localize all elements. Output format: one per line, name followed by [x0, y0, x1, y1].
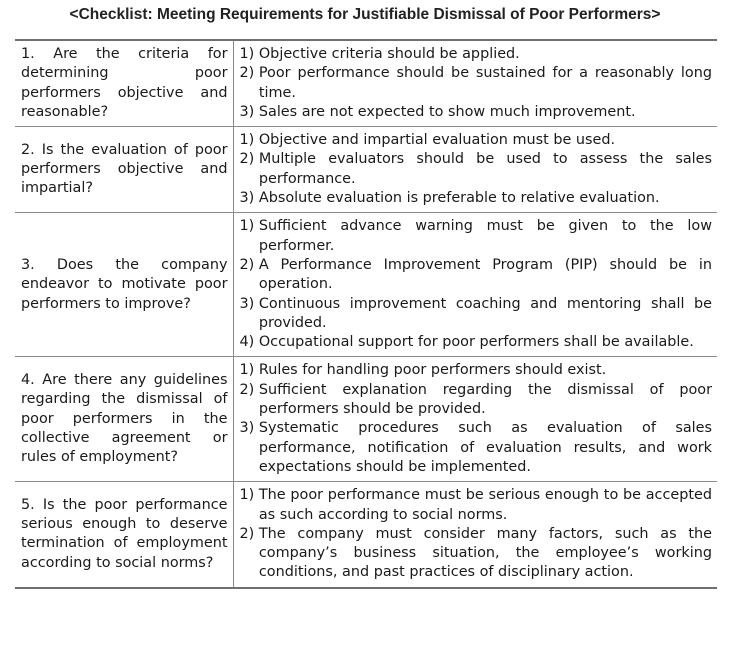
item-text: Continuous improvement coaching and mentoring shall be provided.: [258, 295, 712, 331]
question-text: 4. Are there any guidelines regarding the dismissal of poor performers in the collective agreement or rules of employment?: [21, 372, 228, 466]
item-text: Absolute evaluation is preferable to relative evaluation.: [258, 190, 660, 207]
item-number: 2): [239, 256, 259, 273]
item-text: Sufficient explanation regarding the dismissal of poor performers should be provided.: [258, 381, 712, 418]
item-text: Sufficient advance warning must be given to the low performer.: [258, 218, 712, 254]
list-item: [240, 419, 713, 477]
question-cell: [15, 40, 233, 127]
requirements-cell: [233, 127, 717, 213]
checklist-title: <Checklist: Meeting Requirements for Justifiable Dismissal of Poor Performers>: [69, 6, 661, 23]
item-text: The poor performance must be serious enough to be accepted as such according to social norms.: [258, 487, 712, 523]
item-text: Sales are not expected to show much improvement.: [258, 103, 636, 120]
requirements-cell: [233, 213, 717, 357]
list-item: [240, 150, 713, 189]
item-number: 1): [239, 46, 259, 62]
item-text: Poor performance should be sustained for a reasonably long time.: [258, 65, 712, 101]
list-item: [240, 381, 713, 420]
table-row: [15, 482, 717, 588]
item-number: 3): [239, 420, 259, 437]
item-text: A Performance Improvement Program (PIP) should be in operation.: [258, 256, 712, 293]
item-number: 2): [239, 381, 259, 398]
item-number: 3): [239, 295, 259, 312]
table-row: [15, 40, 717, 127]
question-cell: [15, 213, 233, 357]
item-text: The company must consider many factors, such as the company’s business situation, the employee’s working conditions, and past practices of disciplinary action.: [258, 525, 712, 581]
list-item: [240, 256, 713, 295]
question-cell: [15, 127, 233, 213]
table-row: [15, 357, 717, 482]
item-text: Rules for handling poor performers should exist.: [258, 362, 607, 379]
list-item: [240, 103, 713, 122]
item-number: 3): [239, 190, 259, 207]
item-number: 3): [239, 103, 259, 120]
table-row: [15, 213, 717, 357]
requirements-cell: [233, 357, 717, 482]
list-item: [240, 45, 713, 64]
item-number: 1): [239, 132, 259, 149]
item-number: 1): [239, 362, 259, 379]
item-text: Multiple evaluators should be used to assess the sales performance.: [258, 151, 712, 187]
item-text: Objective and impartial evaluation must be used.: [258, 132, 616, 149]
item-text: Objective criteria should be applied.: [258, 46, 520, 62]
list-item: [240, 295, 713, 334]
question-text: 3. Does the company endeavor to motivate poor performers to improve?: [21, 256, 228, 312]
requirements-cell: [233, 40, 717, 127]
list-item: [240, 486, 713, 525]
list-item: [240, 333, 713, 352]
question-text: 1. Are the criteria for determining poor performers objective and reasonable?: [21, 46, 228, 120]
item-number: 2): [239, 65, 259, 82]
list-item: [240, 361, 713, 380]
list-item: [240, 525, 713, 583]
item-number: 1): [239, 487, 259, 504]
item-number: 2): [239, 151, 259, 168]
checklist-table: [15, 39, 717, 589]
list-item: [240, 217, 713, 256]
item-text: Occupational support for poor performers shall be available.: [258, 334, 694, 351]
question-text: 5. Is the poor performance serious enough to deserve termination of employment according to social norms?: [21, 496, 228, 571]
question-cell: [15, 357, 233, 482]
item-number: 2): [239, 525, 259, 542]
list-item: [240, 131, 713, 150]
item-number: 1): [239, 218, 259, 235]
list-item: [240, 64, 713, 103]
item-text: Systematic procedures such as evaluation of sales performance, notification of evaluation results, and work expectations should be implemented.: [258, 420, 712, 475]
item-number: 4): [239, 334, 259, 351]
list-item: [240, 189, 713, 208]
requirements-cell: [233, 482, 717, 588]
question-cell: [15, 482, 233, 588]
table-row: [15, 127, 717, 213]
question-text: 2. Is the evaluation of poor performers objective and impartial?: [21, 141, 228, 197]
